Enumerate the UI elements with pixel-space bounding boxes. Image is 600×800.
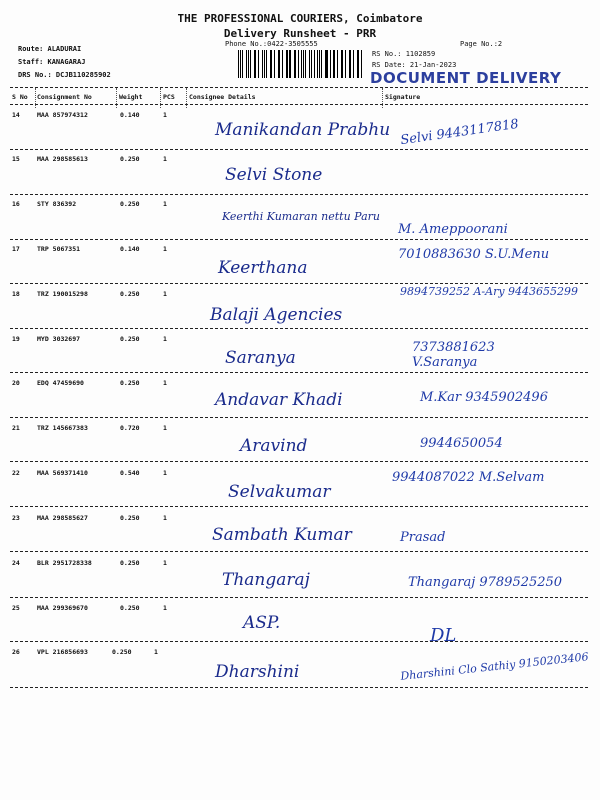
row-pcs: 1 [163, 200, 167, 208]
row-signature: 7373881623 V.Saranya [412, 340, 495, 370]
row-consignment: TRP 5067351 [37, 245, 81, 253]
barcode-bar [294, 50, 295, 78]
row-consignee: Andavar Khadi [215, 390, 343, 410]
row-weight: 0.250 [120, 559, 140, 567]
row-consignee: Aravind [240, 436, 308, 456]
row-pcs: 1 [163, 155, 167, 163]
barcode-bar [326, 50, 327, 78]
barcode-bar [334, 50, 335, 78]
row-pcs: 1 [163, 335, 167, 343]
col-consignee: Consignee Details [189, 93, 256, 101]
row-signature: 9894739252 A-Ary 9443655299 [400, 285, 579, 298]
divider [10, 506, 588, 507]
barcode-bar [289, 50, 290, 78]
rs-date: RS Date: 21-Jan-2023 [372, 61, 457, 69]
row-signature: Prasad [400, 530, 446, 545]
col-weight: Weight [119, 93, 143, 101]
divider [10, 641, 588, 642]
row-weight: 0.140 [120, 111, 140, 119]
row-weight: 0.140 [120, 245, 140, 253]
col-consignment-no: Consignment No [37, 93, 92, 101]
row-s-no: 25 [12, 604, 20, 612]
barcode-bar [314, 50, 315, 78]
rs-number: RS No.: 1102859 [372, 50, 436, 58]
row-consignment: STY 836392 [37, 200, 77, 208]
row-weight: 0.250 [120, 335, 140, 343]
row-consignment: BLR 2951728338 [37, 559, 92, 567]
col-sep [160, 88, 161, 108]
row-consignee: ASP. [243, 613, 281, 633]
row-consignee: Selvi Stone [225, 165, 323, 185]
barcode-bar [358, 50, 359, 78]
row-consignee: Sambath Kumar [212, 525, 352, 545]
divider [10, 372, 588, 373]
row-consignee: Keerthana [218, 258, 308, 278]
row-s-no: 18 [12, 290, 20, 298]
row-s-no: 21 [12, 424, 20, 432]
row-pcs: 1 [163, 290, 167, 298]
row-pcs: 1 [163, 111, 167, 119]
row-s-no: 26 [12, 648, 20, 656]
page-number: Page No.:2 [460, 40, 503, 48]
row-weight: 0.540 [120, 469, 140, 477]
barcode-bar [353, 50, 354, 78]
divider [10, 687, 588, 688]
runsheet-subtitle: Delivery Runsheet - PRR [223, 27, 377, 40]
row-weight: 0.250 [120, 155, 140, 163]
divider [10, 597, 588, 598]
row-signature: Thangaraj 9789525250 [408, 575, 563, 590]
barcode-bar [262, 50, 263, 78]
row-signature: 7010883630 S.U.Menu [398, 247, 550, 262]
row-signature: M. Ameppoorani [398, 222, 508, 237]
row-signature: DL [430, 625, 457, 646]
row-pcs: 1 [163, 559, 167, 567]
barcode-bar [246, 50, 247, 78]
divider [10, 239, 588, 240]
barcode-bar [345, 50, 346, 78]
row-consignee: Keerthi Kumaran nettu Paru [222, 210, 380, 223]
col-sep [116, 88, 117, 108]
barcode-bar [270, 50, 271, 78]
row-consignment: MAA 299369670 [37, 604, 88, 612]
row-s-no: 20 [12, 379, 20, 387]
row-s-no: 24 [12, 559, 20, 567]
barcode-bar [301, 50, 302, 78]
row-signature: Selvi 9443117818 [399, 116, 520, 149]
divider [10, 551, 588, 552]
barcode-bar [337, 50, 338, 78]
col-s-no: S No [12, 93, 28, 101]
row-pcs: 1 [154, 648, 158, 656]
col-sep [35, 88, 36, 108]
row-s-no: 23 [12, 514, 20, 522]
row-consignment: MAA 298585613 [37, 155, 88, 163]
row-consignment: MYD 3032697 [37, 335, 81, 343]
divider [10, 104, 588, 105]
row-consignment: TRZ 145667383 [37, 424, 88, 432]
col-sep [186, 88, 187, 108]
divider [10, 87, 588, 88]
barcode-bar [274, 50, 275, 78]
row-weight: 0.250 [120, 379, 140, 387]
row-consignee: Manikandan Prabhu [215, 120, 391, 140]
row-signature: 9944087022 M.Selvam [392, 470, 545, 485]
divider [10, 283, 588, 284]
company-title: THE PROFESSIONAL COURIERS, Coimbatore [177, 12, 423, 25]
barcode-bar [258, 50, 259, 78]
row-consignment: MAA 857974312 [37, 111, 88, 119]
row-consignment: MAA 569371410 [37, 469, 88, 477]
row-consignee: Balaji Agencies [210, 305, 343, 325]
row-consignment: TRZ 190015298 [37, 290, 88, 298]
row-consignment: MAA 298585627 [37, 514, 88, 522]
col-pcs: PCS [163, 93, 175, 101]
row-signature: Dharshini Clo Sathiy 9150203406 [399, 650, 590, 683]
barcode-bar [282, 50, 283, 78]
row-weight: 0.250 [112, 648, 132, 656]
divider [10, 417, 588, 418]
row-weight: 0.250 [120, 200, 140, 208]
barcode [238, 50, 364, 78]
row-consignment: EDQ 47459690 [37, 379, 84, 387]
row-s-no: 16 [12, 200, 20, 208]
row-weight: 0.720 [120, 424, 140, 432]
row-consignee: Dharshini [215, 662, 300, 682]
route: Route: ALADURAI [18, 45, 82, 53]
document-delivery-stamp: DOCUMENT DELIVERY [370, 69, 562, 87]
divider [10, 149, 588, 150]
row-signature: 9944650054 [420, 436, 503, 451]
row-consignment: VPL 216856693 [37, 648, 88, 656]
row-pcs: 1 [163, 245, 167, 253]
col-signature: Signature [385, 93, 421, 101]
row-s-no: 15 [12, 155, 20, 163]
row-s-no: 14 [12, 111, 20, 119]
drs-number: DRS No.: DCJB110285902 [18, 71, 111, 79]
staff: Staff: KANAGARAJ [18, 58, 86, 66]
divider [10, 461, 588, 462]
row-signature: M.Kar 9345902496 [420, 390, 548, 405]
row-pcs: 1 [163, 424, 167, 432]
barcode-bar [238, 50, 239, 78]
row-consignee: Thangaraj [222, 570, 310, 590]
row-s-no: 22 [12, 469, 20, 477]
row-consignee: Selvakumar [228, 482, 331, 502]
row-weight: 0.250 [120, 290, 140, 298]
row-pcs: 1 [163, 469, 167, 477]
row-consignee: Saranya [225, 348, 296, 368]
barcode-bar [250, 50, 251, 78]
divider [10, 328, 588, 329]
row-pcs: 1 [163, 604, 167, 612]
row-weight: 0.250 [120, 514, 140, 522]
row-s-no: 19 [12, 335, 20, 343]
row-weight: 0.250 [120, 604, 140, 612]
col-sep [382, 88, 383, 108]
row-s-no: 17 [12, 245, 20, 253]
barcode-bar [321, 50, 322, 78]
phone-number: Phone No.:0422-3505555 [225, 40, 318, 48]
row-pcs: 1 [163, 514, 167, 522]
divider [10, 194, 588, 195]
row-pcs: 1 [163, 379, 167, 387]
barcode-bar [309, 50, 310, 78]
